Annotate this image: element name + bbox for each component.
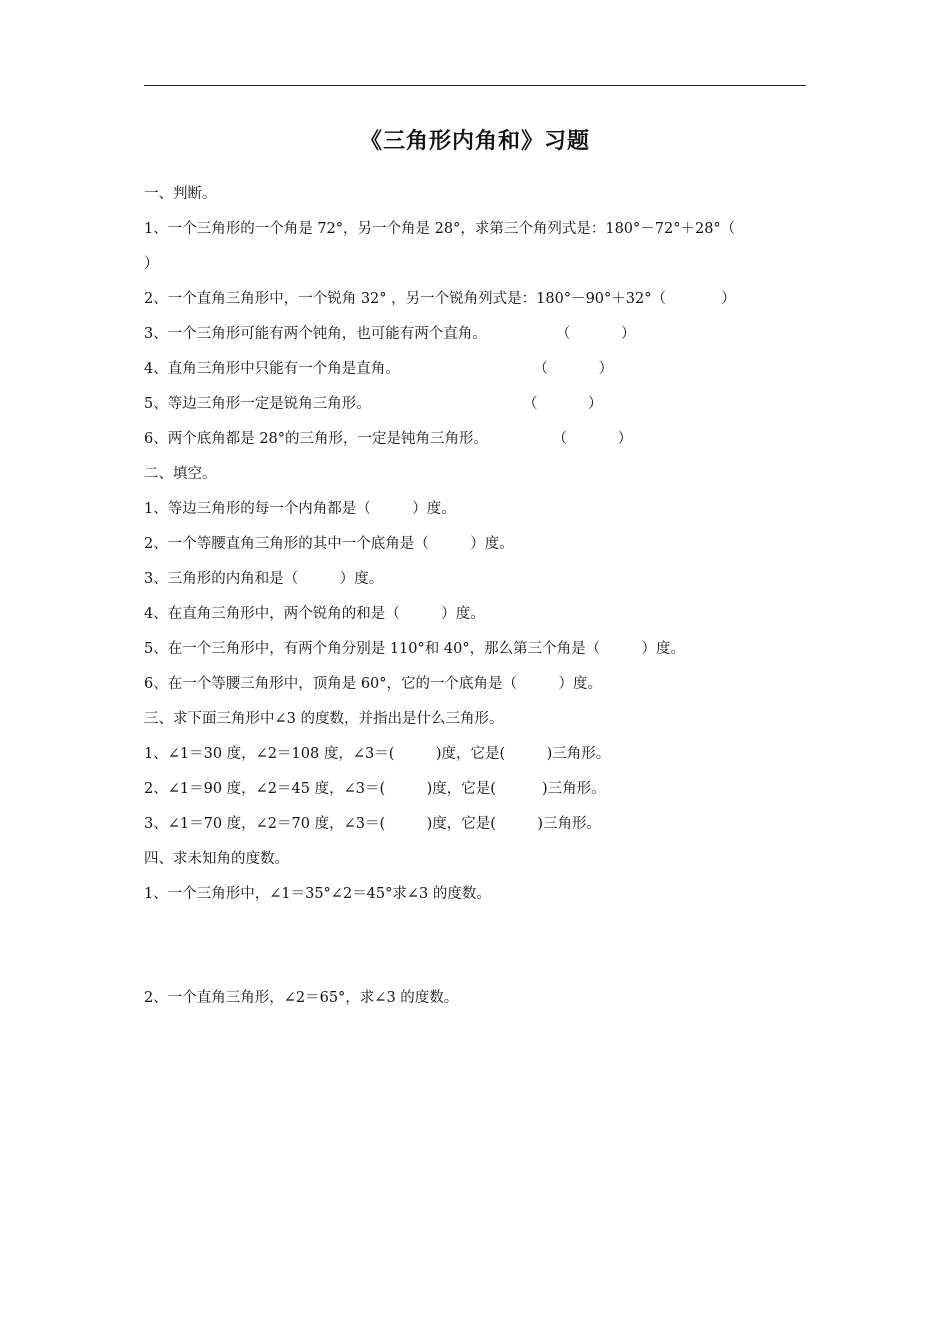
judge-q3: 3、一个三角形可能有两个钝角，也可能有两个直角。 （ ） — [144, 326, 636, 342]
unknown-angle-q2: 2、一个直角三角形，∠2＝65°，求∠3 的度数。 — [144, 990, 459, 1006]
judge-q6: 6、两个底角都是 28°的三角形，一定是钝角三角形。 （ ） — [144, 431, 633, 447]
fill-q2: 2、一个等腰直角三角形的其中一个底角是（ ）度。 — [144, 536, 514, 552]
section-2-heading: 二、填空。 — [144, 466, 217, 482]
judge-q2: 2、一个直角三角形中，一个锐角 32° ，另一个锐角列式是：180°－90°＋32°（ ） — [144, 291, 736, 307]
fill-q4: 4、在直角三角形中，两个锐角的和是（ ）度。 — [144, 606, 485, 622]
unknown-angle-q1: 1、一个三角形中，∠1＝35°∠2＝45°求∠3 的度数。 — [144, 886, 491, 902]
section-1-heading: 一、判断。 — [144, 186, 217, 202]
angle-q1: 1、∠1＝30 度，∠2＝108 度，∠3＝( )度，它是( )三角形。 — [144, 746, 611, 762]
section-3-heading: 三、求下面三角形中∠3 的度数，并指出是什么三角形。 — [144, 711, 504, 727]
judge-q1: 1、一个三角形的一个角是 72°，另一个角是 28°，求第三个角列式是：180°－72°＋28°（ — [144, 221, 736, 237]
fill-q5: 5、在一个三角形中，有两个角分别是 110°和 40°，那么第三个角是（ ）度。 — [144, 641, 686, 657]
angle-q3: 3、∠1＝70 度，∠2＝70 度，∠3＝( )度，它是( )三角形。 — [144, 816, 602, 832]
section-4-heading: 四、求未知角的度数。 — [144, 851, 289, 867]
fill-q1: 1、等边三角形的每一个内角都是（ ）度。 — [144, 501, 456, 517]
judge-q5: 5、等边三角形一定是锐角三角形。 （ ） — [144, 396, 603, 412]
fill-q3: 3、三角形的内角和是（ ）度。 — [144, 571, 384, 587]
header-rule — [144, 85, 806, 86]
page-title: 《三角形内角和》习题 — [359, 129, 590, 154]
judge-q4: 4、直角三角形中只能有一个角是直角。 （ ） — [144, 361, 614, 377]
judge-q1-cont: ） — [144, 256, 159, 272]
angle-q2: 2、∠1＝90 度，∠2＝45 度，∠3＝( )度，它是( )三角形。 — [144, 781, 606, 797]
fill-q6: 6、在一个等腰三角形中，顶角是 60°，它的一个底角是（ ）度。 — [144, 676, 603, 692]
